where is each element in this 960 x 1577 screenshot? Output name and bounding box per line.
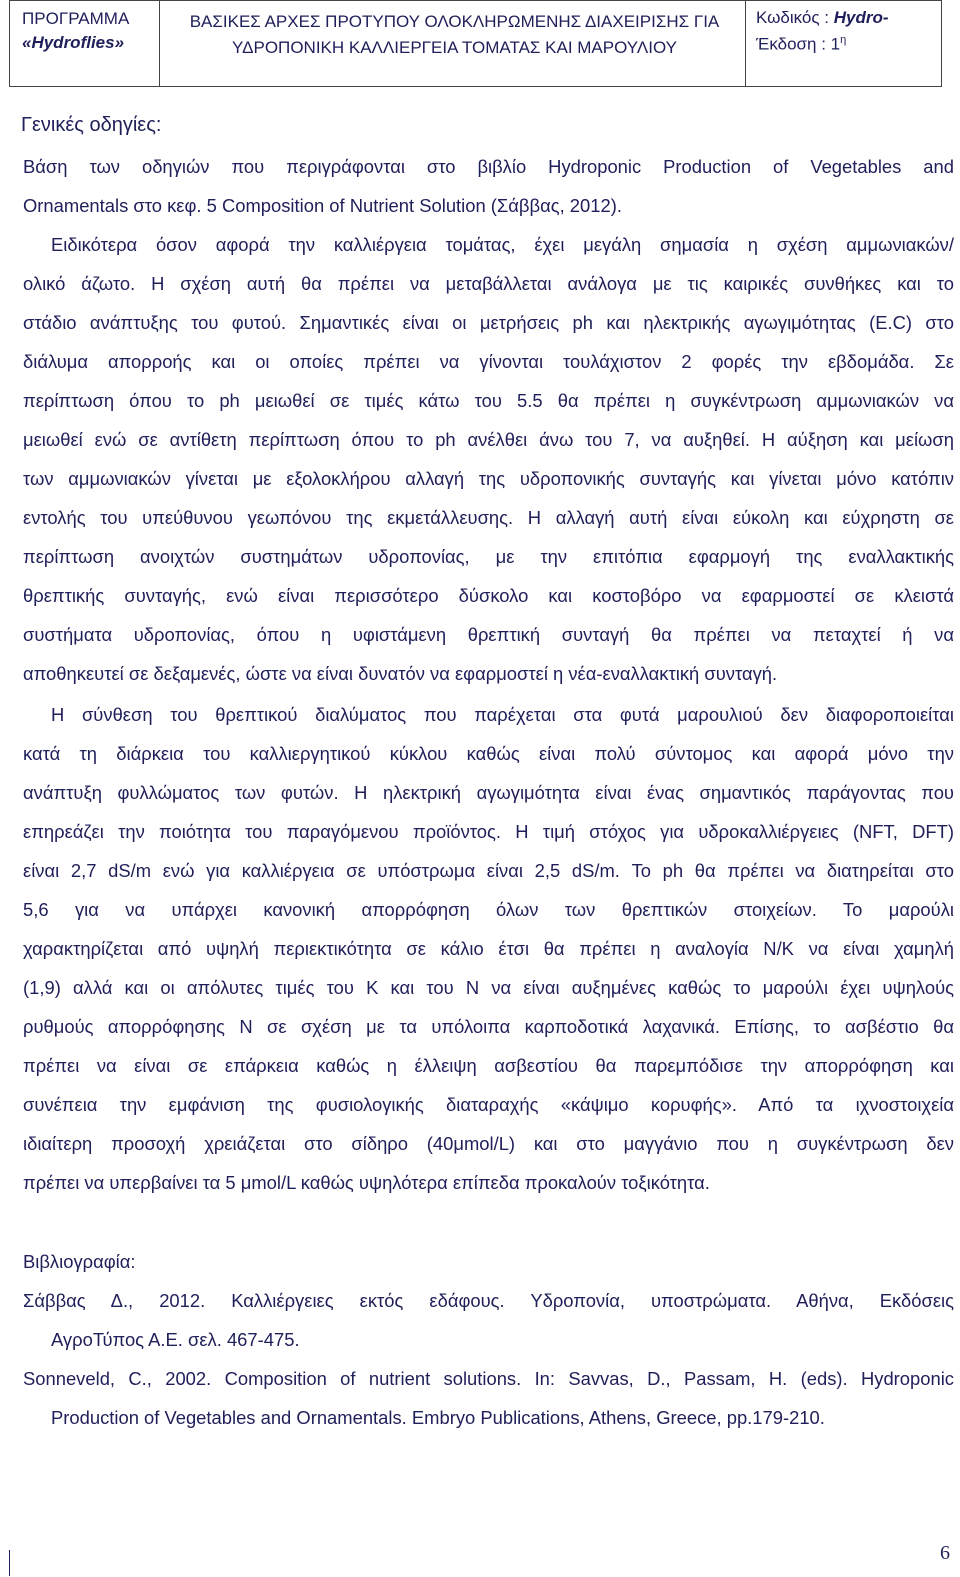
title-line-1: ΒΑΣΙΚΕΣ ΑΡΧΕΣ ΠΡΟΤΥΠΟΥ ΟΛΟΚΛΗΡΩΜΕΝΗΣ ΔΙΑΧΕΙΡΙΣΗΣ ΓΙΑ (189, 12, 720, 31)
body-line: 5,6 για να υπάρχει κανονική απορρόφηση όλων των θρεπτικών στοιχείων. Το μαρούλι (23, 899, 954, 920)
bibliography-line: ΑγροΤύπος Α.Ε. σελ. 467-475. (51, 1329, 300, 1350)
body-line: Ειδικότερα όσον αφορά την καλλιέργεια τομάτας, έχει μεγάλη σημασία η σχέση αμμωνιακών/ (51, 234, 954, 255)
version-row (756, 29, 941, 56)
body-line: είναι 2,7 dS/m ενώ για καλλιέργεια σε υπόστρωμα είναι 2,5 dS/m. Το ph θα πρέπει να διατηρείται στο (23, 860, 954, 881)
document-header (9, 0, 942, 87)
code-row (756, 7, 941, 29)
body-line: συνέπεια την εμφάνιση της φυσιολογικής διαταραχής «κάψιμο κορυφής». Από τα ιχνοστοιχεία (23, 1094, 954, 1115)
bibliography-line: Production of Vegetables and Ornamentals. Embryo Publications, Athens, Greece, pp.179-210. (51, 1407, 825, 1428)
body-line: ιδιαίτερη προσοχή χρειάζεται στο σίδηρο (40μmol/L) και στο μαγγάνιο που η συγκέντρωση δεν (23, 1133, 954, 1154)
body-line: εντολής του υπεύθυνου γεωπόνου της εκμετάλλευσης. Η αλλαγή αυτή είναι εύκολη και εύχρηστη σε (23, 507, 954, 528)
body-line: ολικό άζωτο. Η σχέση αυτή θα πρέπει να μεταβάλλεται ανάλογα με τις καιρικές συνθήκες και το (23, 273, 954, 294)
body-line: (1,9) αλλά και οι απόλυτες τιμές του Κ και του Ν να είναι αυξημένες καθώς το μαρούλι έχει υψηλούς (23, 977, 954, 998)
body-line: ανάπτυξη φυλλώματος των φυτών. Η ηλεκτρική αγωγιμότητα είναι ένας σημαντικός παράγοντας που (23, 782, 954, 803)
program-cell (10, 1, 160, 86)
body-line: Βάση των οδηγιών που περιγράφονται στο βιβλίο Hydroponic Production of Vegetables and (23, 156, 954, 177)
body-line: ρυθμούς απορρόφησης Ν σε σχέση με τα υπόλοιπα καρποδοτικά λαχανικά. Επίσης, το ασβέστιο θα (23, 1016, 954, 1037)
code-cell (746, 1, 941, 86)
bibliography-line: Σάββας Δ., 2012. Καλλιέργειες εκτός εδάφους. Υδροπονία, υποστρώματα. Αθήνα, Εκδόσεις (23, 1290, 954, 1311)
body-line: μειωθεί ενώ σε αντίθετη περίπτωση όπου το ph ανέλθει άνω του 7, να αυξηθεί. Η αύξηση και μείωση (23, 429, 954, 450)
body-line: επηρεάζει την ποιότητα του παραγόμενου προϊόντος. Η τιμή στόχος για υδροκαλλιέργειες (NFT, DFT) (23, 821, 954, 842)
body-line: συστήματα υδροπονίας, όπου η υφιστάμενη θρεπτική συνταγή θα πρέπει να πεταχτεί ή να (23, 624, 954, 645)
program-name: «Hydroflies» (22, 33, 125, 52)
page-margin-bar (9, 1550, 10, 1576)
body-line: κατά τη διάρκεια του καλλιεργητικού κύκλου καθώς είναι πολύ σύντομος και αφορά μόνο την (23, 743, 954, 764)
bibliography-heading: Βιβλιογραφία: (23, 1251, 136, 1272)
body-line: διάλυμα απορροής και οι οποίες πρέπει να γίνονται τουλάχιστον 2 φορές την εβδομάδα. Σε (23, 351, 954, 372)
page-number: 6 (940, 1542, 950, 1564)
body-line: θρεπτικής συνταγής, ενώ είναι περισσότερο δύσκολο και κοστοβόρο να εφαρμοστεί σε κλειστά (23, 585, 954, 606)
body-line: περίπτωση όπου το ph μειωθεί σε τιμές κάτω του 5.5 θα πρέπει η συγκέντρωση αμμωνιακών να (23, 390, 954, 411)
version-label: Έκδοση : 1 (756, 34, 841, 54)
code-value: Hydro- (833, 8, 889, 27)
title-cell (160, 1, 746, 86)
program-label: ΠΡΟΓΡΑΜΜΑ (22, 9, 130, 28)
code-label: Κωδικός : (756, 8, 830, 27)
body-line: πρέπει να υπερβαίνει τα 5 μmol/L καθώς υψηλότερα επίπεδα προκαλούν τοξικότητα. (23, 1172, 710, 1193)
body-line: στάδιο ανάπτυξης του φυτού. Σημαντικές είναι οι μετρήσεις ph και ηλεκτρικής αγωγιμότητας (E.C) στο (23, 312, 954, 333)
body-line: περίπτωση ανοιχτών συστημάτων υδροπονίας, με την επιτόπια εφαρμογή της εναλλακτικής (23, 546, 954, 567)
body-line: χαρακτηρίζεται από υψηλή περιεκτικότητα σε κάλιο έτσι θα πρέπει η αναλογία N/K να είναι χαμηλή (23, 938, 954, 959)
version-sup: η (840, 34, 847, 46)
body-line: Ornamentals στο κεφ. 5 Composition of Nutrient Solution (Σάββας, 2012). (23, 195, 622, 216)
bibliography-line: Sonneveld, C., 2002. Composition of nutrient solutions. In: Savvas, D., Passam, H. (eds). Hydroponic (23, 1368, 954, 1389)
title-line-2: ΥΔΡΟΠΟΝΙΚΗ ΚΑΛΛΙΕΡΓΕΙΑ ΤΟΜΑΤΑΣ ΚΑΙ ΜΑΡΟΥΛΙΟΥ (232, 38, 677, 57)
body-line: των αμμωνιακών γίνεται με εξολοκλήρου αλλαγή της υδροπονικής συνταγής και γίνεται μόνο κατόπιν (23, 468, 954, 489)
body-line: αποθηκευτεί σε δεξαμενές, ώστε να είναι δυνατόν να εφαρμοστεί η νέα-εναλλακτική συνταγή. (23, 663, 778, 684)
body-line: Η σύνθεση του θρεπτικού διαλύματος που παρέχεται στα φυτά μαρουλιού δεν διαφοροποιείται (51, 704, 954, 725)
body-line: πρέπει να είναι σε επάρκεια καθώς η έλλειψη ασβεστίου θα παρεμπόδισε την απορρόφηση και (23, 1055, 954, 1076)
section-heading: Γενικές οδηγίες: (21, 114, 162, 136)
